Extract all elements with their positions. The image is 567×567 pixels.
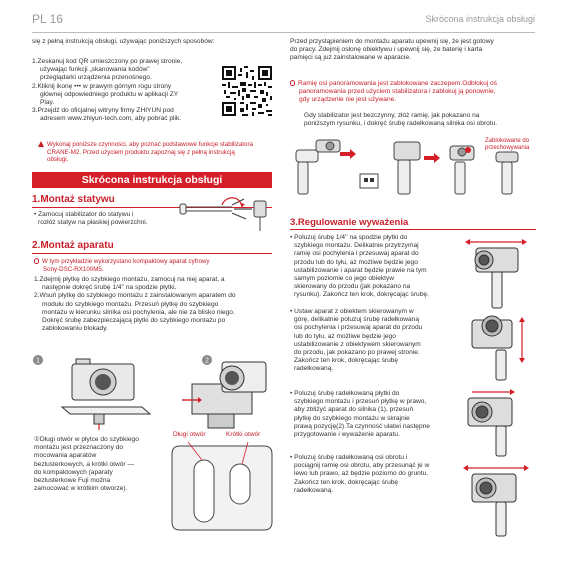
download-steps: 1.Zeskanuj kod QR umieszczony po prawej stronie, używając funkcji „skanowania kodów” przeglądarki urządzenia przenośnego. 2.Kliknij ikonę ••• w prawym górnym rogu strony głównej odpowiedniego produktu w aplikacji ZY Play. 3.Przejdź do oficjalnej witryny firmy ZHIYUN pod adresem www.zhiyun-tech.com, aby pobrać plik. (32, 58, 183, 123)
section-tripod-text: • Zamocuj stabilizator do statywu i rozłóż statyw na płaskiej powierzchni. (34, 211, 148, 227)
section-camera-title: 2.Montaż aparatu (32, 240, 114, 251)
long-hole-note: ①Długi otwór w płytce do szybkiego montażu jest przeznaczony do mocowania aparatów bezlusterkowych, a krótki otwór — do kompaktowych (aparaty bezlusterkowe Fuji można zamocować w krótkim otworze). (34, 436, 139, 493)
tripod-figure (174, 193, 274, 233)
fold-arm-text: Gdy stabilizator jest bezczynny, złóż ramię, jak pokazano na poniższym rysunku, i dokręć śrubę radełkowaną silnika osi obrotu. (304, 112, 498, 128)
qr-code[interactable] (222, 66, 272, 116)
lightbulb-icon (290, 80, 295, 86)
short-hole-label: Krótki otwór (226, 431, 261, 438)
intro-text: się z pełną instrukcją obsługi, używając poniższych sposobów: (32, 38, 215, 45)
pan-lock-tip: Ramię osi panoramowania jest zablokowane zaczepem.Odblokuj oś panoramowania przed użyciem stabilizatora i zablokuj ją ponownie, gdy urządzenie nie jest używane. (290, 80, 536, 105)
camera-prep-text: Przed przystąpieniem do montażu aparatu upewnij się, że jest gotowy do pracy. Zdejmij osłonę obiektywu i upewnij się, że baterię i karta pamięci są już zainstalowane w aparacie. (290, 38, 494, 62)
page-header (32, 12, 535, 30)
page-number: PL 16 (32, 12, 63, 26)
lightbulb-icon (34, 258, 39, 264)
locked-storage-label-2: przechowywania (485, 145, 530, 151)
header-title: Skrócona instrukcja obsługi (425, 14, 535, 24)
balance-figure-2 (472, 316, 525, 380)
figure-2 (182, 355, 266, 428)
section-camera-rule (32, 253, 272, 254)
header-divider (32, 32, 535, 33)
camera-note: W tym przykładzie wykorzystano kompaktowy aparat cyfrowy Sony-DSC-RX100M5. (34, 258, 274, 273)
quick-guide-banner: Skrócona instrukcja obsługi (32, 172, 272, 188)
locked-storage-label-1: Zablokowane do (485, 138, 530, 144)
camera-mount-figures (32, 352, 274, 432)
figure-1 (33, 355, 150, 430)
gimbal-folding-figure (290, 132, 538, 196)
section-tripod-title: 1.Montaż statywu (32, 194, 115, 205)
balance-figure-1 (465, 239, 527, 308)
figure-2-number: 2 (205, 357, 209, 365)
balance-figure-4 (463, 465, 529, 536)
quick-release-plate-figure (168, 442, 276, 532)
balance-step-3: • Poluzuj śrubę radełkowaną płytki do szybkiego montażu i przesuń płytkę w prawo, aby zbliżyć aparat do silnika (1), przesuń płytkę do szybkiego montażu w skrajnie prawą pozycję(2).Ta czynność ułatwi następne przygotowanie i wyważenie aparatu. (290, 390, 430, 439)
balance-step-4: • Poluzuj śrubę radełkowaną osi obrotu i pociągnij ramię osi obrotu, aby przesunąć je w lewo lub prawo, aż będzie poziomo do gruntu. Zakończ ten krok, dokręcając śrubę radełkowaną. (290, 454, 430, 494)
long-hole-label: Długi otwór (173, 431, 206, 438)
camera-steps: 1.Zdejmij płytkę do szybkiego montażu, zamocuj na niej aparat, a następnie dokręć śrubę 1/4'' na spodzie płytki. 2.Wsuń płytkę do szybkiego montażu z zainstalowanym aparatem do modułu do szybkiego montażu. Przesuń płytkę do szybkiego montażu w kierunku silnika osi pochylenia, ale nie za blisko niego. Dokręć śrubę zabezpieczającą płytki do szybkiego montażu po zablokowaniu blokady. (34, 276, 236, 333)
warning-icon (38, 141, 44, 147)
balance-step-2: • Ustaw aparat z obiektem skierowanym w górę, delikatnie poluzuj śrubę radełkowaną osi pochylenia i przesuwaj aparat do przodu lub do tyłu, aż możliwe będzie jego ustabilizowanie z obiektywem skierowanym do przodu, jak pokazano po prawej stronie. Zakończ ten krok, dokręcając śrubę radełkowaną. (290, 308, 423, 373)
warning-note: Wykonaj poniższe czynności, aby poznać podstawowe funkcje stabilizatora CRANE-M2. Przed użyciem produktu zapoznaj się z pełną instrukcją obsługi. (38, 141, 278, 164)
balance-figures (462, 230, 538, 540)
balance-step-1: • Poluzuj śrubę 1/4'' na spodzie płytki do szybkiego montażu. Delikatnie przytrzymaj ramię osi pochylenia i przesuwaj aparat do przodu lub do tyłu, aż możliwe będzie jego ustabilizowanie i aparat będzie prawie na tym samym poziomie co jego obiektyw skierowany do przodu (jak pokazano na rysunku). Zakończ ten krok, dokręcając śrubę. (290, 234, 429, 299)
balance-figure-3 (468, 389, 515, 456)
figure-1-number: 1 (36, 357, 40, 365)
section-balance-title: 3.Regulowanie wyważenia (290, 217, 409, 228)
